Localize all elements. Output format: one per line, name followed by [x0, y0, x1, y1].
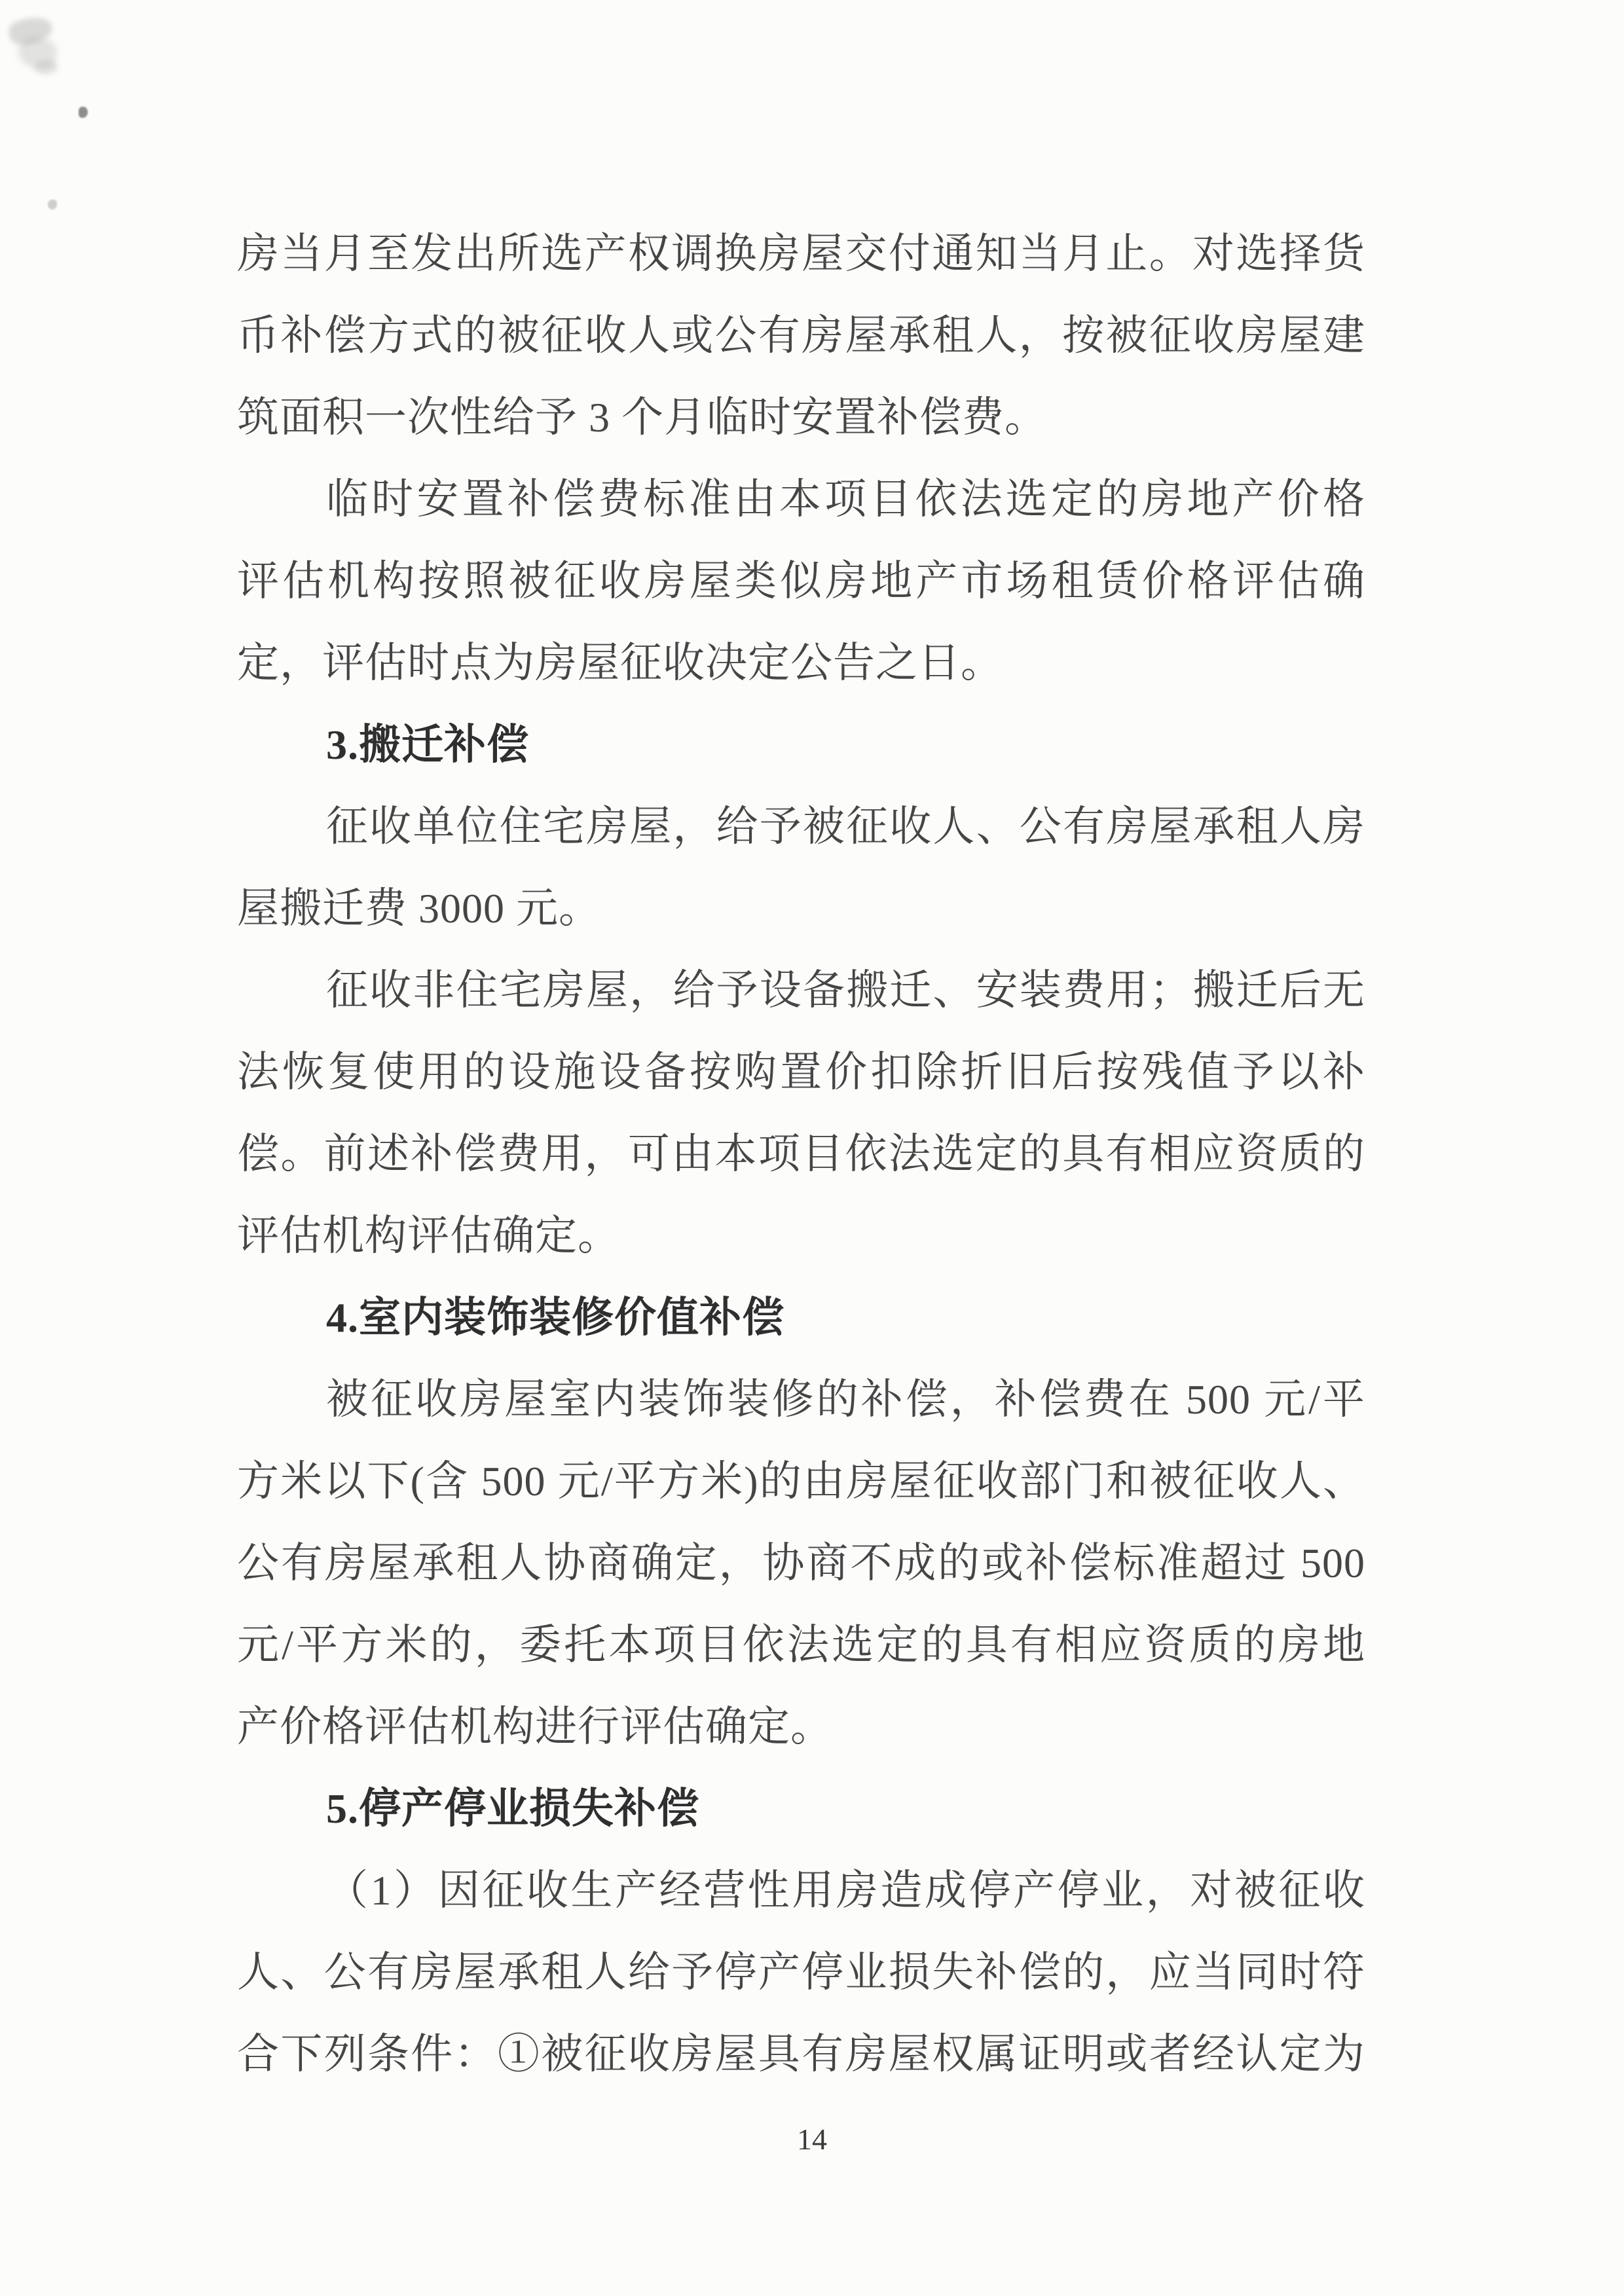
text-line: 评估机构评估确定。	[237, 1212, 620, 1259]
text-line: 人、公有房屋承租人给予停产停业损失补偿的，应当同时符	[237, 1949, 1365, 1995]
text-line: 公有房屋承租人协商确定，协商不成的或补偿标准超过 500	[237, 1540, 1365, 1586]
text-line: 偿。前述补偿费用，可由本项目依法选定的具有相应资质的	[237, 1131, 1365, 1177]
text-line: 评估机构按照被征收房屋类似房地产市场租赁价格评估确	[237, 558, 1365, 604]
scan-artifact	[34, 60, 58, 75]
scan-artifact	[79, 107, 88, 118]
text-line: 定，评估时点为房屋征收决定公告之日。	[237, 640, 1003, 686]
text-line: 法恢复使用的设施设备按购置价扣除折旧后按残值予以补	[237, 1049, 1365, 1095]
section-heading: 5.停产停业损失补偿	[326, 1785, 699, 1832]
text-body	[237, 213, 1365, 2095]
text-line: 被征收房屋室内装饰装修的补偿，补偿费在 500 元/平	[326, 1376, 1365, 1423]
text-line: 方米以下(含 500 元/平方米)的由房屋征收部门和被征收人、	[237, 1458, 1365, 1504]
text-line: 屋搬迁费 3000 元。	[237, 885, 601, 932]
section-heading: 3.搬迁补偿	[326, 721, 529, 768]
text-line: 产价格评估机构进行评估确定。	[237, 1704, 833, 1750]
text-line: 征收单位住宅房屋，给予被征收人、公有房屋承租人房	[326, 803, 1365, 850]
text-line: 合下列条件：①被征收房屋具有房屋权属证明或者经认定为	[237, 2031, 1365, 2077]
page-number: 14	[797, 2123, 827, 2156]
text-line: 筑面积一次性给予 3 个月临时安置补偿费。	[237, 394, 1047, 441]
text-line: 临时安置补偿费标准由本项目依法选定的房地产价格	[326, 476, 1365, 522]
text-line: 元/平方米的，委托本项目依法选定的具有相应资质的房地	[237, 1622, 1365, 1668]
scan-artifact	[48, 200, 57, 210]
scan-artifact	[16, 35, 58, 71]
text-line: （1）因征收生产经营性用房造成停产停业，对被征收	[326, 1867, 1365, 1914]
text-line: 征收非住宅房屋，给予设备搬迁、安装费用；搬迁后无	[326, 967, 1365, 1013]
text-line: 房当月至发出所选产权调换房屋交付通知当月止。对选择货	[237, 230, 1365, 277]
scan-artifact	[7, 14, 54, 48]
text-line: 币补偿方式的被征收人或公有房屋承租人，按被征收房屋建	[237, 312, 1365, 359]
section-heading: 4.室内装饰装修价值补偿	[326, 1294, 784, 1341]
